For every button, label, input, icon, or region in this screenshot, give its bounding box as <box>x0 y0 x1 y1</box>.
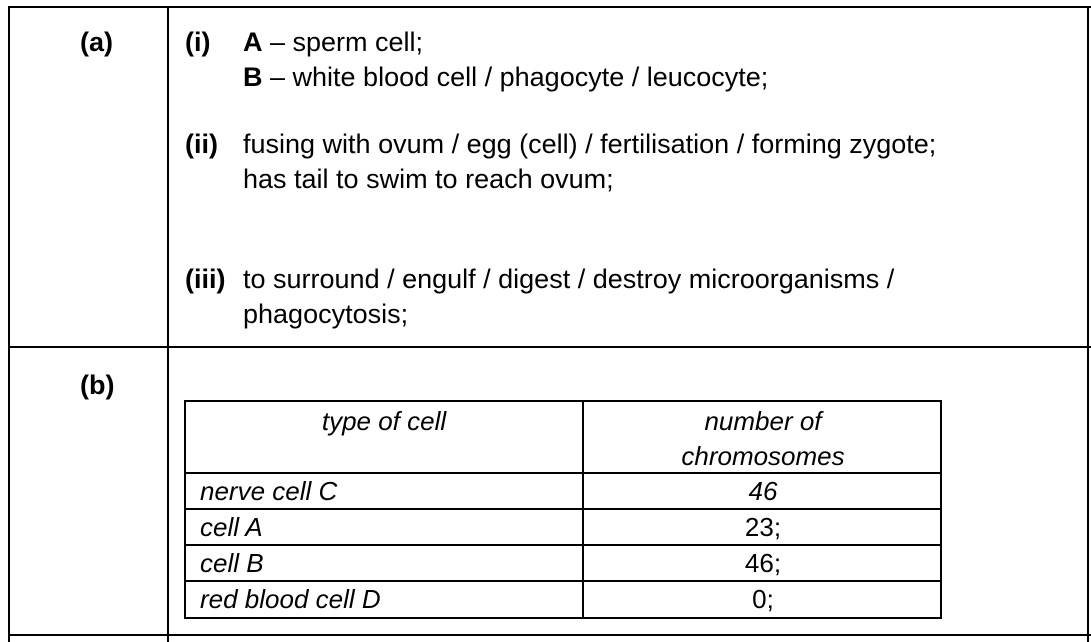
column-divider <box>167 6 169 642</box>
key-a: A <box>243 27 263 57</box>
outer-left-border <box>8 6 10 642</box>
row-3-chromosomes: 46; <box>744 548 782 578</box>
header-number-of: number of <box>704 406 822 436</box>
row-1-chromosomes: 46 <box>748 476 778 506</box>
key-b: B <box>243 62 263 92</box>
row-divider-bottom <box>8 634 1091 636</box>
row-2-chromosomes: 23; <box>744 512 782 542</box>
row-divider-a-b <box>8 346 1091 348</box>
part-iii-label: (iii) <box>185 264 226 294</box>
part-i-label: (i) <box>185 27 211 57</box>
part-ii-line-2: has tail to swim to reach ovum; <box>243 164 614 194</box>
answer-b: – white blood cell / phagocyte / leucocyte; <box>262 62 769 92</box>
header-type-of-cell: type of cell <box>321 406 447 436</box>
part-ii-label: (ii) <box>185 129 218 159</box>
outer-top-border <box>8 6 1091 8</box>
header-chromosomes: chromosomes <box>681 441 845 471</box>
part-i-line-1 <box>243 25 423 59</box>
row-1-cell-type: nerve cell C <box>200 476 338 506</box>
row-4-chromosomes: 0; <box>752 584 774 614</box>
row-2-cell-type: cell A <box>200 512 263 542</box>
row-4-cell-type: red blood cell D <box>200 584 381 614</box>
part-iii-line-2: phagocytosis; <box>243 299 409 329</box>
answer-a: – sperm cell; <box>262 27 424 57</box>
section-b-label: (b) <box>80 370 115 400</box>
chromosome-table <box>184 400 942 619</box>
part-ii-line-1: fusing with ovum / egg (cell) / fertilisation / forming zygote; <box>243 129 937 159</box>
part-i-line-2 <box>243 60 768 94</box>
section-a-label: (a) <box>80 27 113 57</box>
row-3-cell-type: cell B <box>200 548 264 578</box>
outer-right-border <box>1087 6 1089 642</box>
part-iii-line-1: to surround / engulf / digest / destroy microorganisms / <box>243 264 895 294</box>
